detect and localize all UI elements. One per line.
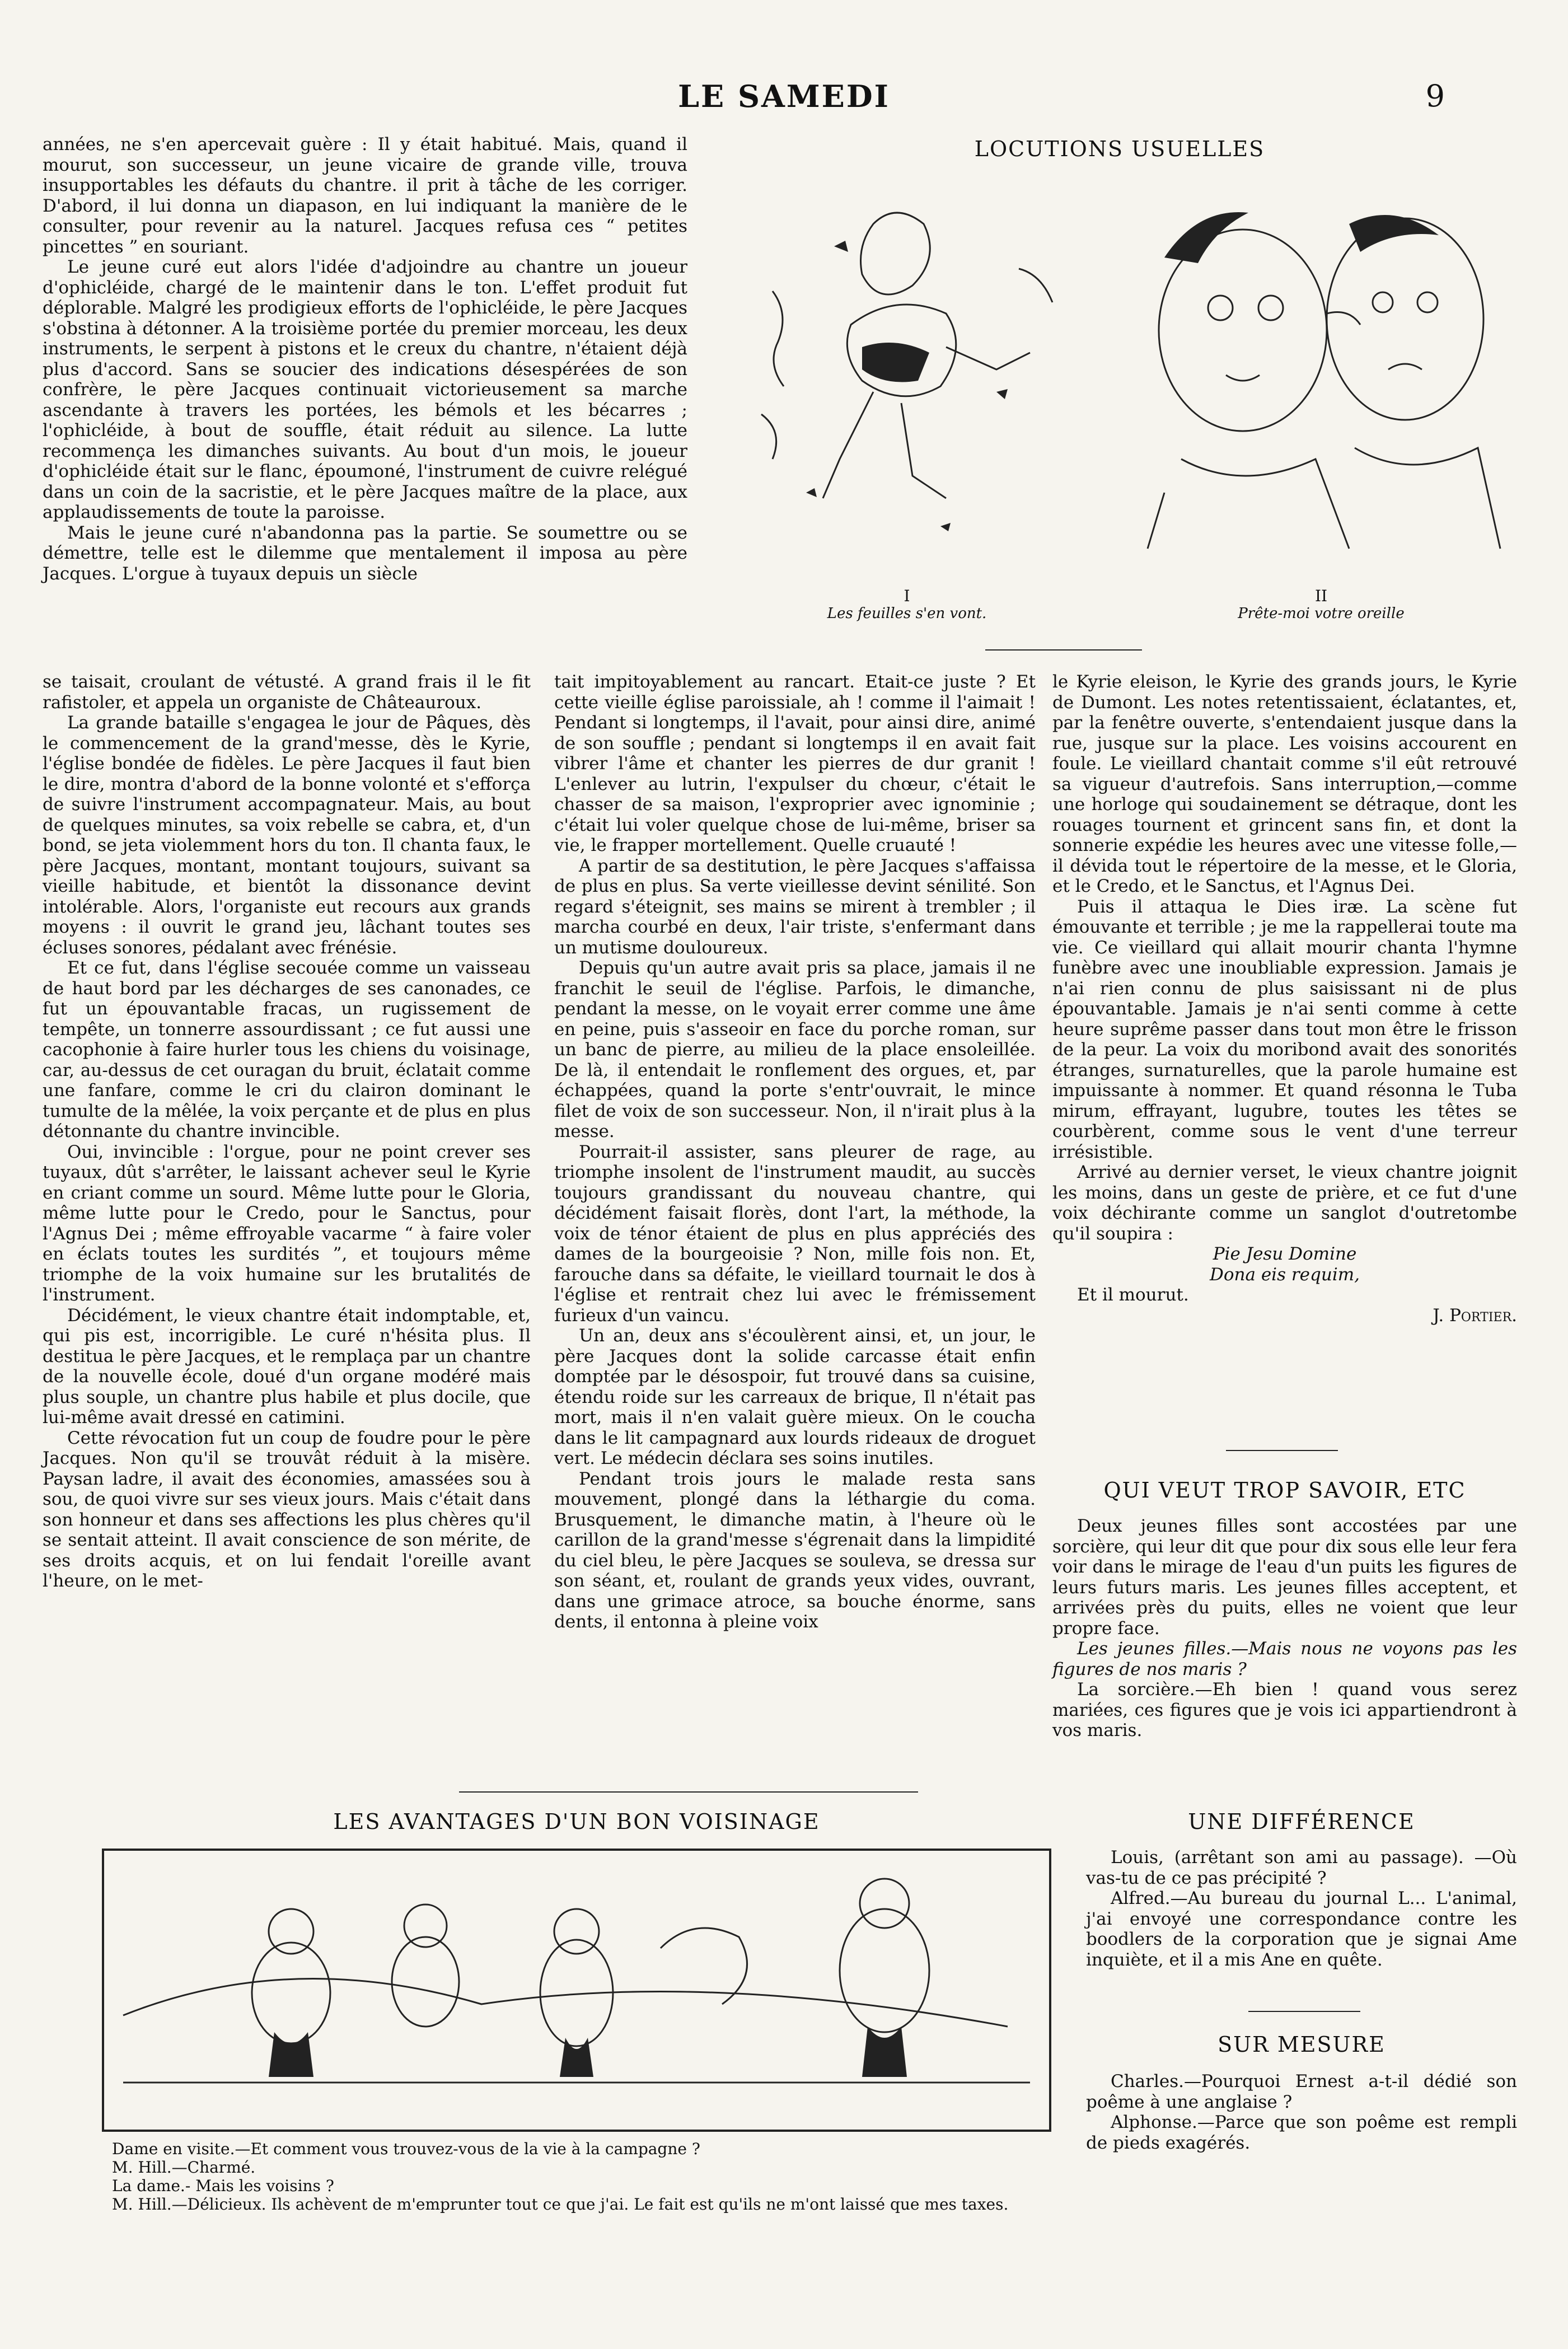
paragraph: le Kyrie eleison, le Kyrie des grands jours, le Kyrie de Dumont. Les notes retentissaient, éclatantes, et, par la fenêtre ouverte, s'entendaient jusque dans la rue, jusque sur la place. Les voisins accourent en foule. Le vieillard chantait comme s'il eût retrouvé sa vigueur d'autrefois. Sans interruption,—comme une horloge qui soudainement se détraque, dont les rouages tournent et grincent sans fin, et dont la sonnerie expédie les heures avec une vitesse folle,—il dévida tout le répertoire de la messe, et le Gloria, et le Credo, et le Sanctus, et l'Agnus Dei. — [1052, 672, 1517, 896]
locutions-title: LOCUTIONS USUELLES — [974, 137, 1265, 161]
illustration-voisinage — [101, 1847, 1052, 2133]
figure-1-caption — [722, 587, 1092, 622]
figure-1-number: I — [904, 587, 910, 605]
paragraph: Décidément, le vieux chantre était indomptable, et, qui pis est, incorrigible. Le curé n'hésita plus. Il destitua le père Jacques, et le remplaça par un chantre de la nouvelle école, doué d'un organe modéré mais plus souple, un chantre plus habile et plus docile, que lui-même avait dressé en catimini. — [43, 1305, 531, 1428]
paragraph: Puis il attaqua le Dies iræ. La scène fut émouvante et terrible ; je me la rappellerai toute ma vie. Ce vieillard qui allait mourir chanta l'hymne funèbre avec une inoubliable expression. Jamais je n'ai rien connu de plus saisissant ni de plus épouvantable. Jamais je n'ai senti comme à cette heure suprême passer dans tout mon être le frisson de la peur. La voix du moribond avait des sonorités étranges, surnaturelles, que la parole humaine est impuissante à nommer. Et quand résonna le Tuba mirum, effrayant, lugubre, toutes les têtes se courbèrent, comme sous le vent d'une terreur irrésistible. — [1052, 896, 1517, 1162]
paragraph: années, ne s'en apercevait guère : Il y était habitué. Mais, quand il mourut, son successeur, un jeune vicaire de grande ville, trouva insupportables les défauts du chantre. il prit à tâche de les corriger. D'abord, il lui donna un diapason, en lui indiquant la manière de le consulter, pour revenir au la naturel. Jacques refusa ces “ petites pincettes ” en souriant. — [43, 134, 687, 257]
figure-2-text: Prête-moi votre oreille — [1238, 605, 1405, 622]
paragraph: Deux jeunes filles sont accostées par une sorcière, qui leur dit que pour dix sous elle leur fera voir dans le mirage de l'eau d'un puits les figures de leurs futurs maris. Les jeunes filles acceptent, et arrivées près du puits, elles ne voient que leur propre face. — [1052, 1516, 1517, 1639]
paragraph: Louis, (arrêtant son ami au passage). —Où vas-tu de ce pas précipité ? — [1086, 1847, 1517, 1888]
paragraph: Alphonse.—Parce que son poême est rempli de pieds exagérés. — [1086, 2112, 1517, 2153]
voisinage-caption — [112, 2140, 1064, 2214]
divider — [1226, 1450, 1338, 1451]
paragraph: Charles.—Pourquoi Ernest a-t-il dédié son poême à une anglaise ? — [1086, 2071, 1517, 2112]
difference-body — [1086, 1847, 1517, 1970]
caption-line: La dame.- Mais les voisins ? — [112, 2177, 334, 2195]
latin-verse-2: Dona eis requim, — [1210, 1264, 1360, 1285]
article-col1-wide — [43, 134, 687, 584]
paragraph: La sorcière.—Eh bien ! quand vous serez mariées, ces figures que je vois ici appartiendront à vos maris. — [1052, 1679, 1517, 1740]
voisinage-title: LES AVANTAGES D'UN BON VOISINAGE — [333, 1809, 820, 1834]
paragraph: Pendant trois jours le malade resta sans mouvement, plongé dans la léthargie du coma. Brusquement, le dimanche matin, à l'heure où le carillon de la grand'messe s'égrenait dans la limpidité du ciel bleu, le père Jacques se souleva, se dressa sur son séant, et, roulant de grands yeux vides, ouvrant, dans une grimace atroce, sa bouche énorme, sans dents, il entonna à pleine voix — [554, 1468, 1036, 1632]
paragraph: Cette révocation fut un coup de foudre pour le père Jacques. Non qu'il se trouvât réduit à la misère. Paysan ladre, il avait des économies, amassées sou à sou, de quoi vivre sur ses vieux jours. Mais c'était dans son honneur et dans ses affections les plus chères qu'il se sentait atteint. Il avait conscience de son mérite, de ses droits acquis, et on lui fendait l'oreille avant l'heure, on le met- — [43, 1428, 531, 1591]
paragraph: Oui, invincible : l'orgue, pour ne point crever ses tuyaux, dût s'arrêter, le laissant achever seul le Kyrie en criant comme un sourd. Même lutte pour le Gloria, même lutte pour le Credo, pour le Sanctus, pour l'Agnus Dei ; même effroyable vacarme “ à faire voler en éclats toutes les surdités ”, et toujours même triomphe de la voix humaine sur les brutalités de l'instrument. — [43, 1141, 531, 1305]
figure-2-number: II — [1314, 587, 1328, 605]
sur-mesure-title: SUR MESURE — [1218, 2032, 1386, 2057]
latin-verse-1: Pie Jesu Domine — [1213, 1244, 1357, 1264]
paragraph: Depuis qu'un autre avait pris sa place, jamais il ne franchit le seuil de l'église. Parfois, le dimanche, pendant la messe, on le voyait errer comme une âme en peine, puis s'asseoir en face du porche roman, sur un banc de pierre, au milieu de la place ensoleillée. De là, il entendait le ronflement des orgues, et, par échappées, quand la porte s'entr'ouvrait, le mince filet de voix de son successeur. Non, il n'irait plus à la messe. — [554, 958, 1036, 1141]
paragraph: A partir de sa destitution, le père Jacques s'affaissa de plus en plus. Sa verte vieillesse devint sénilité. Son regard s'éteignit, ses mains se mirent à trembler ; il marcha courbé en deux, l'air triste, s'enfermant dans un mutisme douloureux. — [554, 855, 1036, 958]
paragraph: Les jeunes filles.—Mais nous ne voyons pas les figures de nos maris ? — [1052, 1639, 1517, 1679]
divider — [1248, 2011, 1360, 2012]
caption-line: Dame en visite.—Et comment vous trouvez-vous de la vie à la campagne ? — [112, 2140, 700, 2158]
page-number: 9 — [1425, 78, 1445, 114]
illustration-prete-moi — [1114, 179, 1523, 582]
paragraph: se taisait, croulant de vétusté. A grand frais il le fit rafistoler, et appela un organiste de Châteauroux. — [43, 672, 531, 713]
sur-mesure-body — [1086, 2071, 1517, 2153]
illustration-les-feuilles — [705, 179, 1108, 582]
divider — [985, 649, 1142, 651]
paragraph: Alfred.—Au bureau du journal L... L'animal, j'ai envoyé une correspondance contre les boodlers de la corporation que je signai Ame inquiète, et il a mis Ane en quête. — [1086, 1888, 1517, 1970]
divider — [459, 1791, 918, 1793]
difference-title: UNE DIFFÉRENCE — [1188, 1809, 1415, 1834]
article-col1-narrow — [43, 672, 531, 1592]
author-signature: J. Portier. — [1433, 1305, 1517, 1326]
paragraph: La grande bataille s'engagea le jour de Pâques, dès le commencement de la grand'messe, dès le Kyrie, l'église bondée de fidèles. Le père Jacques il faut bien le dire, montra d'abord de la bonne volonté et s'efforça de suivre l'instrument accompagnateur. Mais, au bout de quelques minutes, sa voix rebelle se cabra, et, d'un bond, se jeta violemment hors du ton. Il chanta faux, le père Jacques, montant, montant toujours, suivant sa vieille habitude, et bientôt la dissonance devint intolérable. Alors, l'organiste eut recours aux grands moyens : il ouvrit le grand jeu, lâchant toutes ses écluses sonores, pédalant avec frénésie. — [43, 713, 531, 958]
paragraph: Arrivé au dernier verset, le vieux chantre joignit les moins, dans un geste de prière, et ce fut d'une voix déchirante comme un sanglot d'outretombe qu'il soupira : — [1052, 1162, 1517, 1244]
article-col3 — [1052, 672, 1517, 1326]
article-col2 — [554, 672, 1036, 1632]
caption-line: M. Hill.—Délicieux. Ils achèvent de m'emprunter tout ce que j'ai. Le fait est qu'ils ne m'ont laissé que mes taxes. — [112, 2195, 1009, 2214]
masthead-title: LE SAMEDI — [678, 78, 890, 114]
paragraph: Un an, deux ans s'écoulèrent ainsi, et, un jour, le père Jacques dont la solide carcasse était enfin domptée par le désospoir, fut trouvé dans sa cuisine, étendu roide sur les carreaux de brique, Il n'était pas mort, mais il n'en valait guère mieux. On le coucha dans le lit campagnard aux lourds rideaux de droguet vert. Le médecin déclara ses soins inutiles. — [554, 1326, 1036, 1468]
paragraph-ending: Et il mourut. — [1077, 1285, 1189, 1305]
paragraph: Le jeune curé eut alors l'idée d'adjoindre au chantre un joueur d'ophicléide, chargé de le maintenir dans le ton. L'effet produit fut déplorable. Malgré les prodigieux efforts de l'ophicléide, le père Jacques s'obstina à détonner. A la troisième portée du premier morceau, les deux instruments, le serpent à pistons et le creux du chantre, n'étaient déjà plus d'accord. Sans se soucier des indications désespérées de son confrère, le père Jacques continuait victorieusement sa marche ascendante à travers les portées, les bémols et les bécarres ; l'ophicléide, à bout de souffle, était réduit au silence. La lutte recommença les dimanches suivants. Au bout d'un mois, le joueur d'ophicléide était sur le flanc, époumoné, l'instrument de cuivre relégué dans un coin de la sacristie, et le père Jacques maître de la place, aux applaudissements de toute la paroisse. — [43, 257, 687, 522]
paragraph: Pourrait-il assister, sans pleurer de rage, au triomphe insolent de l'instrument maudit, au succès toujours grandissant du nouveau chantre, qui décidément faisait florès, dont l'art, la méthode, la voix de ténor étaient de plus en plus appréciés des dames de la bourgeoisie ? Non, mille fois non. Et, farouche dans sa défaite, le vieillard tournait le dos à l'église et rentrait chez lui avec le frémissement furieux d'un vaincu. — [554, 1141, 1036, 1326]
caption-line: M. Hill.—Charmé. — [112, 2158, 256, 2177]
qui-veut-title: QUI VEUT TROP SAVOIR, ETC — [1103, 1478, 1466, 1503]
figure-2-caption — [1120, 587, 1523, 622]
paragraph: tait impitoyablement au rancart. Etait-ce juste ? Et cette vieille église paroissiale, ah ! comme il l'aimait ! Pendant si longtemps, il l'avait, pour ainsi dire, animé de son souffle ; pendant si longtemps il en avait fait vibrer l'âme et chanter les pierres de dur granit ! L'enlever au lutrin, l'expulser du chœur, c'était le chasser de sa maison, l'exproprier avec ignominie ; c'était lui voler quelque chose de lui-même, briser sa vie, le frapper mortellement. Quelle cruauté ! — [554, 672, 1036, 855]
paragraph: Et ce fut, dans l'église secouée comme un vaisseau de haut bord par les décharges de ses canonades, ce fut un épouvantable fracas, un rugissement de tempête, un tonnerre assourdissant ; ce fut aussi une cacophonie à faire hurler tous les chiens du voisinage, car, au-dessus de cet ouragan du bruit, éclatait comme une fanfare, comme le cri du clairon dominant le tumulte de la mêlée, la voix perçante et de plus en plus détonnante du chantre invincible. — [43, 958, 531, 1141]
figure-1-text: Les feuilles s'en vont. — [827, 605, 987, 622]
paragraph: Mais le jeune curé n'abandonna pas la partie. Se soumettre ou se démettre, telle est le dilemme que mentalement il imposa au père Jacques. L'orgue à tuyaux depuis un siècle — [43, 522, 687, 584]
qui-veut-body — [1052, 1516, 1517, 1741]
